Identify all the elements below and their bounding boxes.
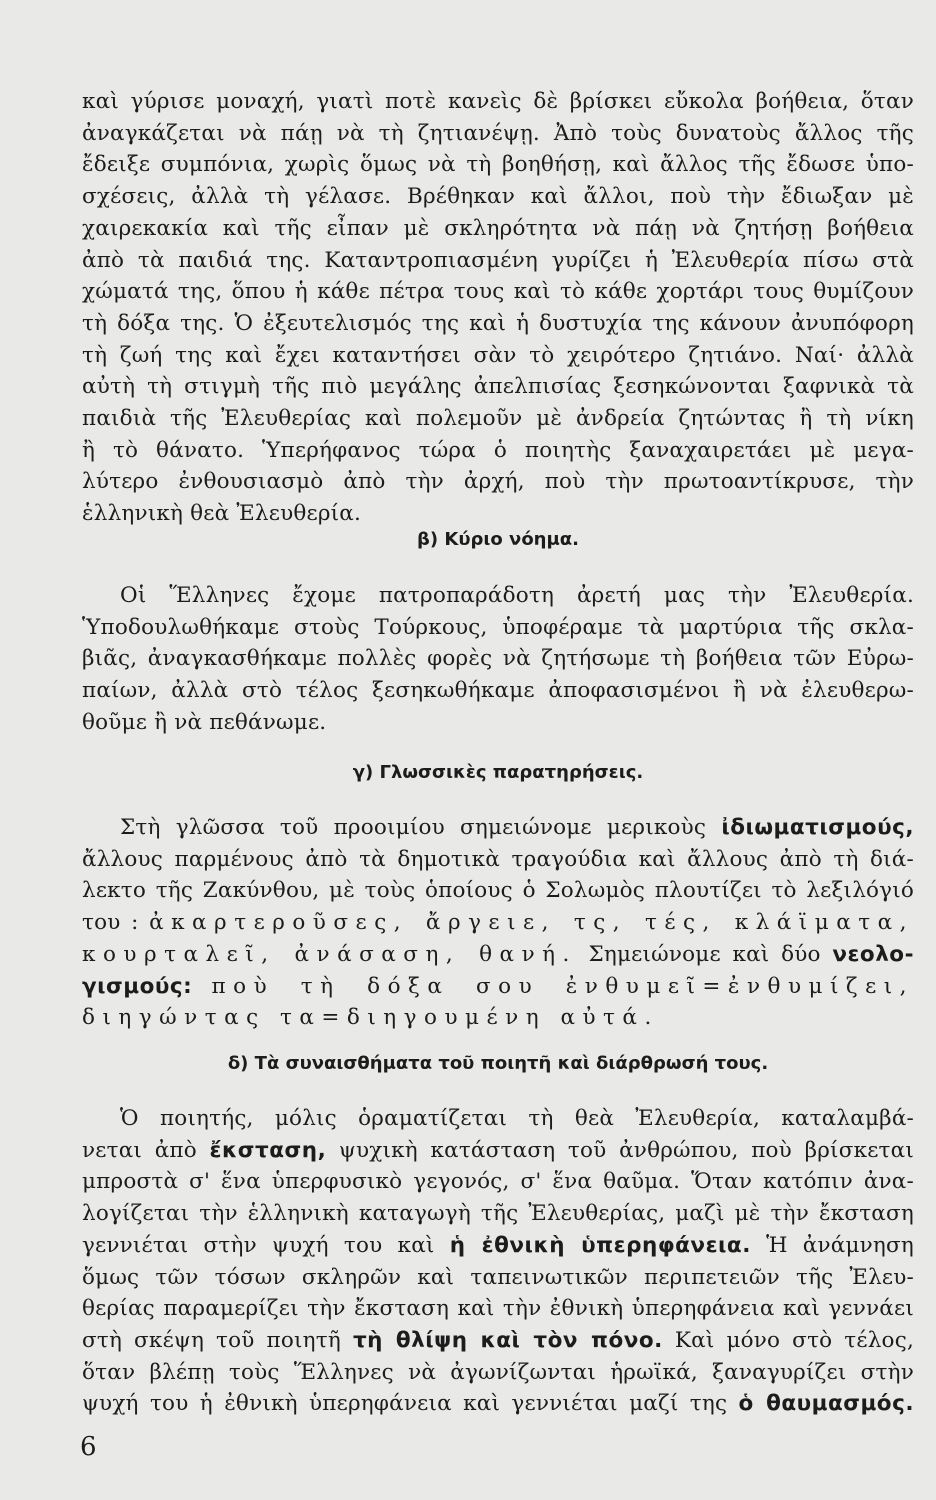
text-line: ἄλλους παρμένους ἀπὸ τὰ δημοτικὰ τραγούδια καὶ ἄλλους ἀπὸ τὴ διά-	[82, 846, 914, 872]
bold-term: γισμούς:	[82, 973, 193, 999]
text-line: λεκτο τῆς Ζακύνθου, μὲ τοὺς ὁποίους ὁ Σολωμὸς πλουτίζει τὸ λεξιλόγιό	[82, 878, 914, 904]
text-line: μπροστὰ σ' ἕνα ὑπερφυσικὸ γεγονός, σ' ἕνα θαῦμα. Ὅταν κατόπιν ἀνα-	[82, 1169, 914, 1195]
text-line: βιᾶς, ἀναγκασθήκαμε πολλὲς φορὲς νὰ ζητήσωμε τὴ βοήθεια τῶν Εὐρω-	[82, 646, 914, 672]
spaced-terms: κουρταλεῖ, ἀνάσαση, θανή.	[82, 941, 577, 967]
section-heading-language-notes: γ) Γλωσσικὲς παρατηρήσεις.	[352, 762, 644, 783]
text-line: τὴ ζωή της καὶ ἔχει καταντήσει σὰν τὸ χειρότερο ζητιάνο. Ναί· ἀλλὰ	[82, 342, 914, 368]
text-line: Οἱ Ἕλληνες ἔχομε πατροπαράδοτη ἀρετή μας τὴν Ἐλευθερία.	[120, 583, 914, 608]
spaced-terms: διηγώντας τα=διηγουμένη αὐτά.	[82, 1005, 659, 1031]
text-line: του : ἀκαρτεροῦσες, ἄργειε, τς, τές, κλάϊματα,	[82, 910, 914, 936]
paragraph-language-notes	[82, 812, 914, 1034]
bold-term: ἰδιωματισμούς,	[721, 815, 914, 840]
text-line: στὴ σκέψη τοῦ ποιητῆ τὴ θλίψη καὶ τὸν πόνο. Καὶ μόνο στὸ τέλος,	[82, 1327, 914, 1353]
text-line: λύτερο ἐνθουσιασμὸ ἀπὸ τὴν ἀρχή, ποὺ τὴν πρωτοαντίκρυσε, τὴν	[82, 469, 914, 495]
text-line: Στὴ γλῶσσα τοῦ προοιμίου σημειώνομε μερικοὺς ἰδιωματισμούς,	[120, 815, 914, 840]
text-line	[82, 1002, 914, 1034]
text-line: τὴ δόξα της. Ὁ ἐξευτελισμός της καὶ ἡ δυστυχία της κάνουν ἀνυπόφορη	[82, 310, 914, 336]
page-number: 6	[80, 1432, 97, 1462]
paragraph-emotions	[82, 1103, 914, 1420]
text-line: ψυχή του ἡ ἐθνικὴ ὑπερηφάνεια καὶ γεννιέται μαζί της ὁ θαυμασμός.	[82, 1391, 914, 1417]
text-line: παίων, ἀλλὰ στὸ τέλος ξεσηκωθήκαμε ἀποφασισμένοι ἢ νὰ ἐλευθερω-	[82, 678, 914, 704]
text-line: λογίζεται τὴν ἑλληνικὴ καταγωγὴ τῆς Ἐλευθερίας, μαζὶ μὲ τὴν ἔκσταση	[82, 1201, 914, 1227]
text-line: χώματά της, ὅπου ἡ κάθε πέτρα τους καὶ τὸ κάθε χορτάρι τους θυμίζουν	[82, 279, 914, 305]
paragraph-intro-summary	[82, 86, 914, 530]
text-line: ὅμως τῶν τόσων σκληρῶν καὶ ταπεινωτικῶν περιπετειῶν τῆς Ἐλευ-	[82, 1264, 914, 1290]
text-line: θοῦμε ἢ νὰ πεθάνωμε.	[82, 709, 327, 735]
text-line: καὶ γύρισε μοναχή, γιατὶ ποτὲ κανεὶς δὲ βρίσκει εὔκολα βοήθεια, ὅταν	[82, 89, 914, 114]
text-line: θερίας παραμερίζει τὴν ἔκσταση καὶ τὴν ἐθνικὴ ὑπερηφάνεια καὶ γεννάει	[82, 1296, 914, 1322]
text-line: γεννιέται στὴν ψυχή του καὶ ἡ ἐθνικὴ ὑπερηφάνεια. Ἡ ἀνάμνηση	[82, 1232, 914, 1258]
text-line: παιδιὰ τῆς Ἐλευθερίας καὶ πολεμοῦν μὲ ἀνδρεία ζητώντας ἢ τὴ νίκη	[82, 406, 914, 432]
bold-term: ὁ θαυμασμός.	[738, 1391, 914, 1417]
text-line: ἀπὸ τὰ παιδιά της. Καταντροπιασμένη γυρίζει ἡ Ἐλευθερία πίσω στὰ	[82, 247, 914, 273]
text-line: χαιρεκακία καὶ τῆς εἶπαν μὲ σκληρότητα νὰ πάῃ νὰ ζητήσῃ βοήθεια	[82, 215, 914, 241]
spaced-terms: ποὺ τὴ δόξα σου ἐνθυμεῖ=ἐνθυμίζει,	[211, 973, 914, 999]
text-line	[82, 971, 914, 1003]
paragraph-main-idea	[82, 580, 914, 739]
text-line: νεται ἀπὸ ἔκσταση, ψυχικὴ κατάσταση τοῦ ἀνθρώπου, ποὺ βρίσκεται	[82, 1137, 914, 1163]
bold-term: ἔκσταση,	[209, 1137, 327, 1163]
spaced-terms: ἀκαρτεροῦσες, ἄργειε, τς, τές, κλάϊματα,	[149, 910, 914, 936]
text-line: κουρταλεῖ, ἀνάσαση, θανή. Σημειώνομε καὶ δύο νεολο-	[82, 941, 914, 967]
text-line: σχέσεις, ἀλλὰ τὴ γέλασε. Βρέθηκαν καὶ ἄλλοι, ποὺ τὴν ἔδιωξαν μὲ	[82, 184, 914, 210]
text-line: ἔδειξε συμπόνια, χωρὶς ὅμως νὰ τὴ βοηθήσῃ, καὶ ἄλλος τῆς ἔδωσε ὑπο-	[82, 152, 914, 178]
section-heading-emotions: δ) Τὰ συναισθήματα τοῦ ποιητῆ καὶ διάρθρωσή τους.	[227, 1053, 769, 1074]
text-line: Ὁ ποιητής, μόλις ὁραματίζεται τὴ θεὰ Ἐλευθερία, καταλαμβά-	[120, 1106, 914, 1131]
text-line: ἢ τὸ θάνατο. Ὑπερήφανος τώρα ὁ ποιητὴς ξαναχαιρετάει μὲ μεγα-	[82, 437, 914, 463]
text-line: ἑλληνικὴ θεὰ Ἐλευθερία.	[82, 501, 362, 527]
bold-term: νεολο-	[832, 941, 914, 967]
bold-term: τὴ θλίψη καὶ τὸν πόνο.	[352, 1327, 663, 1353]
bold-term: ἡ ἐθνικὴ ὑπερηφάνεια.	[449, 1232, 751, 1258]
text-line: ἀναγκάζεται νὰ πάῃ νὰ τὴ ζητιανέψῃ. Ἀπὸ τοὺς δυνατοὺς ἄλλος τῆς	[82, 120, 914, 146]
text-line: ὅταν βλέπῃ τοὺς Ἕλληνες νὰ ἀγωνίζωνται ἡρωϊκά, ξαναγυρίζει στὴν	[82, 1359, 914, 1385]
text-line: Ὑποδουλωθήκαμε στοὺς Τούρκους, ὑποφέραμε τὰ μαρτύρια τῆς σκλα-	[82, 614, 914, 640]
section-heading-main-idea: β) Κύριο νόημα.	[417, 529, 579, 550]
text-line: αὐτὴ τὴ στιγμὴ τῆς πιὸ μεγάλης ἀπελπισίας ξεσηκώνονται ξαφνικὰ τὰ	[82, 374, 914, 400]
